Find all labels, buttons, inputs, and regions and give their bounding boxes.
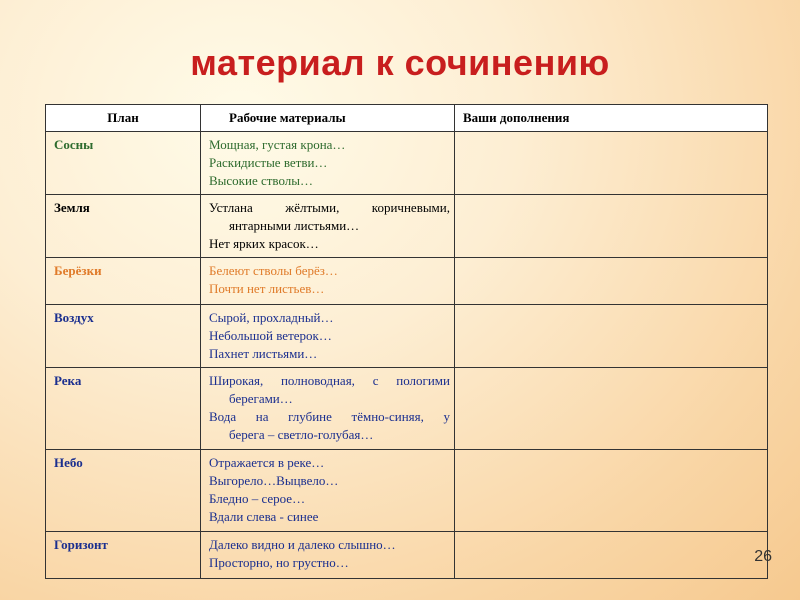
work-line: Сырой, прохладный… xyxy=(209,310,334,325)
header-your-additions: Ваши дополнения xyxy=(455,105,768,132)
work-line: Отражается в реке… xyxy=(209,455,325,470)
work-cell xyxy=(201,368,455,450)
plan-cell: Горизонт xyxy=(46,532,201,579)
work-line: Высокие стволы… xyxy=(209,173,314,188)
additions-cell[interactable] xyxy=(455,368,768,450)
work-line: Пахнет листьями… xyxy=(209,346,318,361)
table-row xyxy=(46,132,768,195)
work-cell xyxy=(201,195,455,258)
additions-cell[interactable] xyxy=(455,258,768,305)
table-row xyxy=(46,450,768,532)
work-line: Нет ярких красок… xyxy=(209,236,319,251)
work-line: Белеют стволы берёз… xyxy=(209,263,338,278)
header-plan: План xyxy=(46,105,201,132)
work-line: Вода на глубине тёмно-синяя, у xyxy=(209,409,450,424)
work-line: Устлана жёлтыми, коричневыми, xyxy=(209,200,450,215)
composition-table xyxy=(45,104,768,579)
table-row xyxy=(46,532,768,579)
work-line: Раскидистые ветви… xyxy=(209,155,328,170)
work-line: янтарными листьями… xyxy=(229,218,360,233)
work-line: берегами… xyxy=(229,391,293,406)
additions-cell[interactable] xyxy=(455,195,768,258)
work-line: Мощная, густая крона… xyxy=(209,137,346,152)
table-row xyxy=(46,195,768,258)
work-cell xyxy=(201,450,455,532)
work-cell xyxy=(201,532,455,579)
slide-title: материал к сочинению xyxy=(190,42,610,83)
additions-cell[interactable] xyxy=(455,305,768,368)
table-row xyxy=(46,305,768,368)
work-cell xyxy=(201,132,455,195)
work-line: Вдали слева - синее xyxy=(209,509,319,524)
plan-cell: Берёзки xyxy=(46,258,201,305)
work-cell xyxy=(201,258,455,305)
table-row xyxy=(46,258,768,305)
work-line: Далеко видно и далеко слышно… xyxy=(209,537,396,552)
work-line: Бледно – серое… xyxy=(209,491,306,506)
additions-cell[interactable] xyxy=(455,450,768,532)
plan-cell: Сосны xyxy=(46,132,201,195)
work-line: Небольшой ветерок… xyxy=(209,328,332,343)
plan-cell: Река xyxy=(46,368,201,450)
additions-cell[interactable] xyxy=(455,532,768,579)
work-line: Почти нет листьев… xyxy=(209,281,325,296)
plan-cell: Воздух xyxy=(46,305,201,368)
table-row xyxy=(46,368,768,450)
header-work-materials: Рабочие материалы xyxy=(201,105,455,132)
page-number: 26 xyxy=(754,548,772,565)
work-line: Выгорело…Выцвело… xyxy=(209,473,339,488)
plan-cell: Небо xyxy=(46,450,201,532)
work-line: берега – светло-голубая… xyxy=(229,427,374,442)
plan-cell: Земля xyxy=(46,195,201,258)
work-cell xyxy=(201,305,455,368)
table-header-row xyxy=(46,105,768,132)
additions-cell[interactable] xyxy=(455,132,768,195)
work-line: Широкая, полноводная, с пологими xyxy=(209,373,450,388)
work-line: Просторно, но грустно… xyxy=(209,555,349,570)
